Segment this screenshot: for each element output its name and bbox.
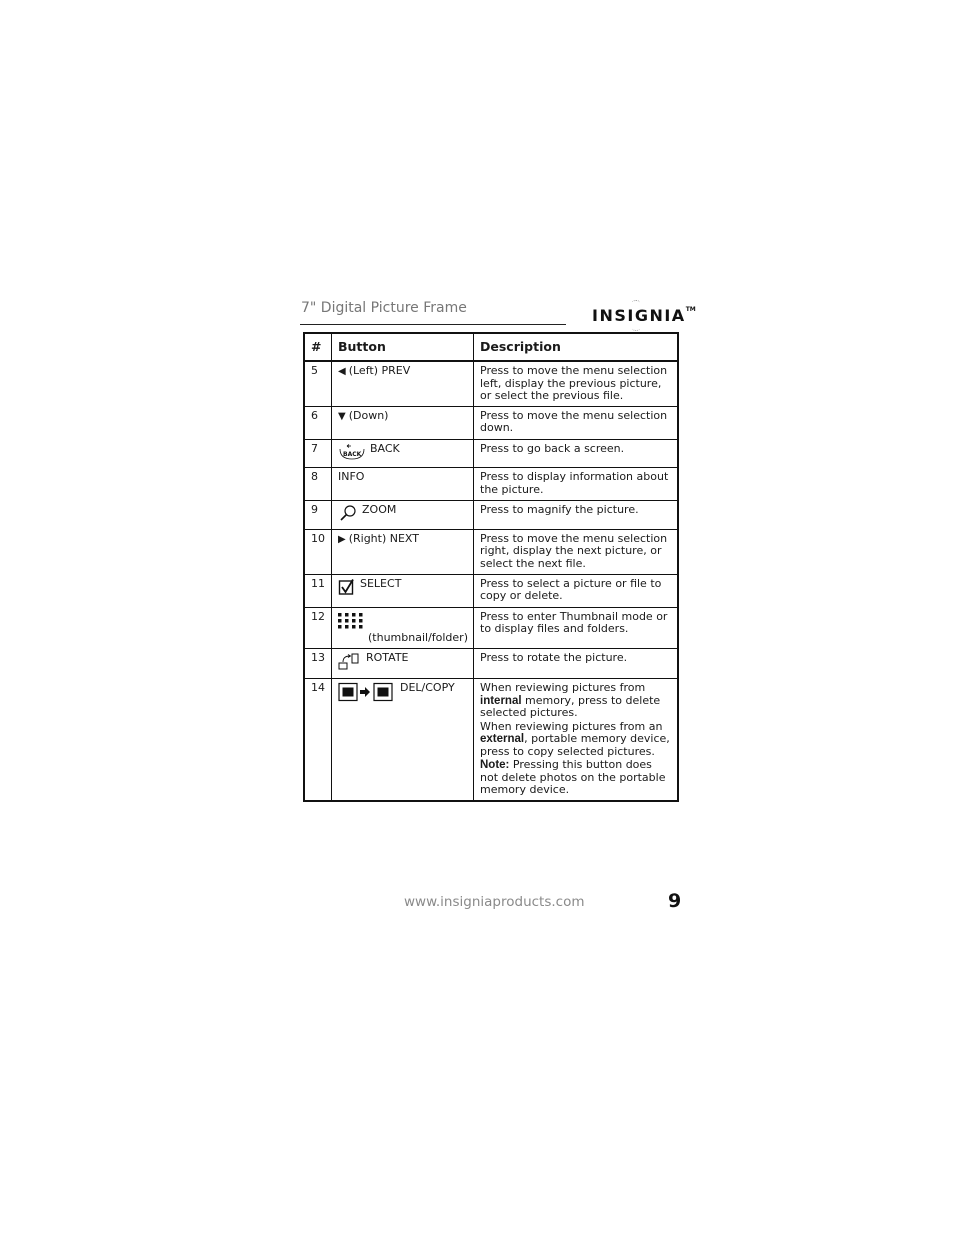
- table-header-row: [304, 333, 678, 361]
- description-cell: Press to enter Thumbnail mode or to display files and folders.: [474, 607, 679, 648]
- back-icon-text: BACK: [343, 450, 362, 458]
- logo-burst-top: [632, 300, 640, 305]
- column-header-number: #: [304, 333, 332, 361]
- back-icon: [338, 443, 366, 465]
- row-number: 7: [304, 439, 332, 468]
- logo-burst-bottom: [632, 326, 640, 331]
- description-cell: Press to move the menu selection right, display the next picture, or select the next file.: [474, 529, 679, 574]
- table-row: [304, 607, 678, 648]
- button-label: (Right) NEXT: [348, 531, 419, 545]
- button-label: (Down): [348, 408, 389, 422]
- row-number: 5: [304, 361, 332, 406]
- rotate-icon: [338, 652, 362, 676]
- button-label: ZOOM: [362, 503, 397, 516]
- description-cell: Press to magnify the picture.: [474, 501, 679, 530]
- right-triangle-icon: ▶: [338, 533, 346, 545]
- footer-url: www.insigniaproducts.com: [404, 894, 585, 910]
- description-cell: Press to go back a screen.: [474, 439, 679, 468]
- table-row: [304, 574, 678, 607]
- insignia-logo: [592, 306, 696, 325]
- button-label: BACK: [370, 441, 400, 455]
- table-row: [304, 529, 678, 574]
- document-title: 7" Digital Picture Frame: [301, 300, 467, 316]
- table-row: [304, 679, 678, 801]
- button-cell: [332, 679, 474, 801]
- note-paragraph: Note: Pressing this button does not delete photos on the portable memory device.: [480, 758, 666, 796]
- row-number: 10: [304, 529, 332, 574]
- button-cell: [332, 648, 474, 679]
- description-cell: Press to select a picture or file to copy or delete.: [474, 574, 679, 607]
- logo-text: INSIGNIA: [592, 306, 686, 325]
- header-divider: [300, 324, 566, 325]
- description-cell: Press to move the menu selection down.: [474, 406, 679, 439]
- row-number: 8: [304, 468, 332, 501]
- button-cell: [332, 439, 474, 468]
- description-paragraph: When reviewing pictures from internal memory, press to delete selected pictures.: [480, 681, 661, 719]
- button-reference-table: [303, 332, 679, 802]
- description-cell: [474, 679, 679, 801]
- down-triangle-icon: ▼: [338, 410, 346, 422]
- logo-trademark: TM: [685, 306, 696, 313]
- row-number: 9: [304, 501, 332, 530]
- button-label: (thumbnail/folder): [368, 631, 468, 644]
- magnifier-icon: [338, 504, 358, 526]
- left-triangle-icon: ◀: [338, 366, 346, 377]
- column-header-button: Button: [332, 333, 474, 361]
- description-paragraph: When reviewing pictures from an external, portable memory device, press to copy selected pictures.: [480, 719, 670, 758]
- table-row: [304, 501, 678, 530]
- button-label: (Left) PREV: [348, 364, 411, 377]
- row-number: 13: [304, 648, 332, 679]
- table-row: [304, 468, 678, 501]
- del-copy-icon: [338, 682, 394, 706]
- button-label: DEL/COPY: [400, 681, 455, 694]
- button-cell: [332, 529, 474, 574]
- table-row: [304, 439, 678, 468]
- row-number: 6: [304, 406, 332, 439]
- button-label: INFO: [338, 470, 365, 483]
- button-cell: [332, 406, 474, 439]
- row-number: 12: [304, 607, 332, 648]
- page-number: 9: [668, 890, 682, 912]
- button-cell: [332, 468, 474, 501]
- button-cell: [332, 607, 474, 648]
- row-number: 14: [304, 679, 332, 801]
- table-row: [304, 361, 678, 406]
- button-cell: [332, 501, 474, 530]
- button-label: ROTATE: [366, 650, 409, 664]
- column-header-description: Description: [474, 333, 679, 361]
- description-cell: Press to rotate the picture.: [474, 648, 679, 679]
- button-label: SELECT: [360, 576, 402, 590]
- table-row: [304, 648, 678, 679]
- button-cell: [332, 361, 474, 406]
- thumbnail-grid-icon: [338, 613, 364, 633]
- button-cell: [332, 574, 474, 607]
- description-cell: Press to move the menu selection left, display the previous picture, or select the previous file.: [474, 361, 679, 406]
- table-row: [304, 406, 678, 439]
- row-number: 11: [304, 574, 332, 607]
- description-cell: Press to display information about the picture.: [474, 468, 679, 501]
- checkbox-icon: [338, 578, 356, 600]
